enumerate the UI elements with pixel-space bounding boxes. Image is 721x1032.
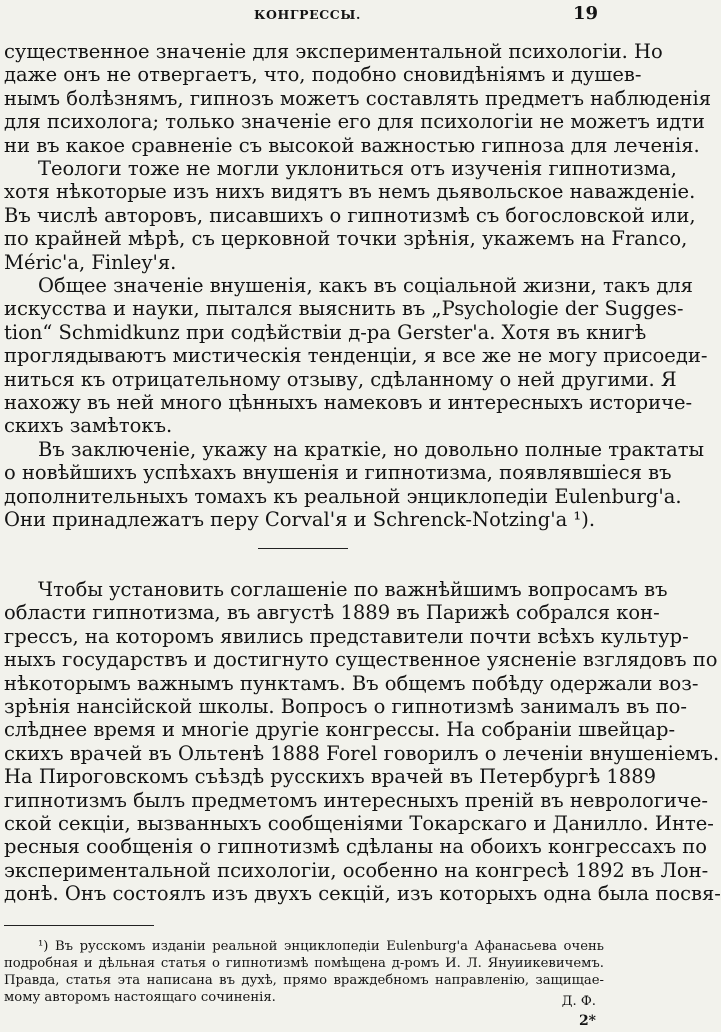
text-line: грессъ, на которомъ явились представители почти всѣхъ культур-: [4, 624, 689, 648]
text-line: слѣднее время и многiе другiе конгрессы. На собранiи швейцар-: [4, 718, 676, 742]
text-line: проглядываютъ мистическiя тенденцiи, я все же не могу присоеди-: [4, 344, 708, 368]
section-separator: [258, 548, 348, 549]
paragraph-4: [4, 438, 705, 532]
text-line: ниться къ отрицательному отзыву, сдѣланному о ней другими. Я: [4, 367, 677, 391]
page-number: 19: [572, 3, 598, 24]
text-line: tion“ Schmidkunz при содѣйствiи д-ра Gerster'а. Хотя въ книгѣ: [4, 320, 647, 344]
text-line: нахожу въ ней много цѣнныхъ намековъ и интересныхъ историче-: [4, 390, 693, 414]
footnote-line: мому авторомъ настоящаго сочиненiя.: [4, 990, 276, 1005]
paragraph-1: [4, 40, 711, 157]
footnote-line: ¹) Въ русскомъ изданiи реальной энциклопедiи Eulenburg'а Афанасьева очень: [38, 939, 604, 954]
paragraph-3: [4, 274, 708, 438]
text-line: ныхъ государствъ и достигнуто существенное уясненiе взглядовъ по: [4, 648, 718, 672]
text-line: дополнительныхъ томахъ къ реальной энциклопедiи Eulenburg'а.: [4, 484, 682, 508]
text-line: Въ заключенiе, укажу на краткiе, но довольно полные трактаты: [38, 438, 705, 461]
text-line: Чтобы установить соглашенiе по важнѣйшимъ вопросамъ въ: [38, 578, 668, 601]
footnote-signature: Д. Ф.: [561, 994, 596, 1009]
text-line: существенное значенiе для экспериментальной психологiи. Но: [4, 40, 663, 63]
footnote-line: подробная и дѣльная статья о гипнотизмѣ помѣщена д-ромъ И. Л. Януиикевичемъ.: [4, 956, 604, 971]
text-line: хотя нѣкоторые изъ нихъ видятъ въ немъ дьявольское наважденiе.: [4, 180, 696, 204]
text-line: ни въ какое сравненiе съ высокой важностью гипноза для леченiя.: [4, 133, 700, 157]
footnote-rule: [4, 925, 154, 926]
text-line: Теологи тоже не могли уклониться отъ изученiя гипнотизма,: [38, 157, 677, 180]
sheet-signature-mark: 2*: [578, 1013, 596, 1029]
text-line: для психолога; только значенiе его для психологiи не можетъ идти: [4, 110, 705, 134]
text-line: даже онъ не отвергаетъ, что, подобно сновидѣнiямъ и душев-: [4, 63, 642, 87]
text-line: скихъ замѣтокъ.: [4, 414, 173, 438]
paragraph-2: [4, 157, 696, 274]
text-line: экспериментальной психологiи, особенно на конгресѣ 1892 въ Лон-: [4, 858, 709, 882]
text-line: ресныя сообщенiя о гипнотизмѣ сдѣланы на обоихъ конгрессахъ по: [4, 835, 707, 859]
running-title: КОНГРЕССЫ.: [254, 7, 361, 22]
text-line: гипнотизмъ былъ предметомъ интересныхъ пренiй въ неврологиче-: [4, 788, 708, 812]
text-line: ской секцiи, вызванныхъ сообщенiями Токарскаго и Данилло. Инте-: [4, 811, 714, 835]
text-line: области гипнотизма, въ августѣ 1889 въ Парижѣ собрался кон-: [4, 601, 660, 625]
text-line: нымъ болѣзнямъ, гипнозъ можетъ составлять предметъ наблюденiя: [4, 86, 711, 110]
text-line: о новѣйшихъ успѣхахъ внушенiя и гипнотизма, появлявшiеся въ: [4, 461, 672, 485]
text-line: Они принадлежатъ перу Corval'я и Schrenck-Notzing'а ¹).: [4, 508, 596, 532]
footnote-line: Правда, статья эта написана въ духѣ, прямо враждебномъ направленiю, защищае-: [4, 973, 604, 988]
text-line: Въ числѣ авторовъ, писавшихъ о гипнотизмѣ съ богословской или,: [4, 203, 696, 227]
text-line: по крайней мѣрѣ, съ церковной точки зрѣнiя, укажемъ на Franco,: [4, 227, 688, 251]
text-line: зрѣнiя нансiйской школы. Вопросъ о гипнотизмѣ занималъ въ по-: [4, 694, 687, 718]
text-line: Méric'а, Finley'я.: [4, 250, 177, 274]
text-line: донѣ. Онъ состоялъ изъ двухъ секцiй, изъ которыхъ одна была посвя-: [4, 882, 721, 906]
paragraph-5: [4, 578, 721, 906]
text-line: На Пироговскомъ съѣздѣ русскихъ врачей въ Петербургѣ 1889: [4, 765, 657, 789]
text-line: нѣкоторымъ важнымъ пунктамъ. Въ общемъ побѣду одержали воз-: [4, 671, 699, 695]
page-header: [0, 3, 620, 25]
footnote: [4, 938, 604, 1006]
text-line: искусства и науки, пытался выяснить въ „Psychologie der Sugges-: [4, 297, 684, 321]
text-line: Общее значенiе внушенiя, какъ въ соцiальной жизни, такъ для: [38, 274, 693, 297]
text-line: скихъ врачей въ Ольтенѣ 1888 Forel говорилъ о леченiи внушенiемъ.: [4, 741, 720, 765]
